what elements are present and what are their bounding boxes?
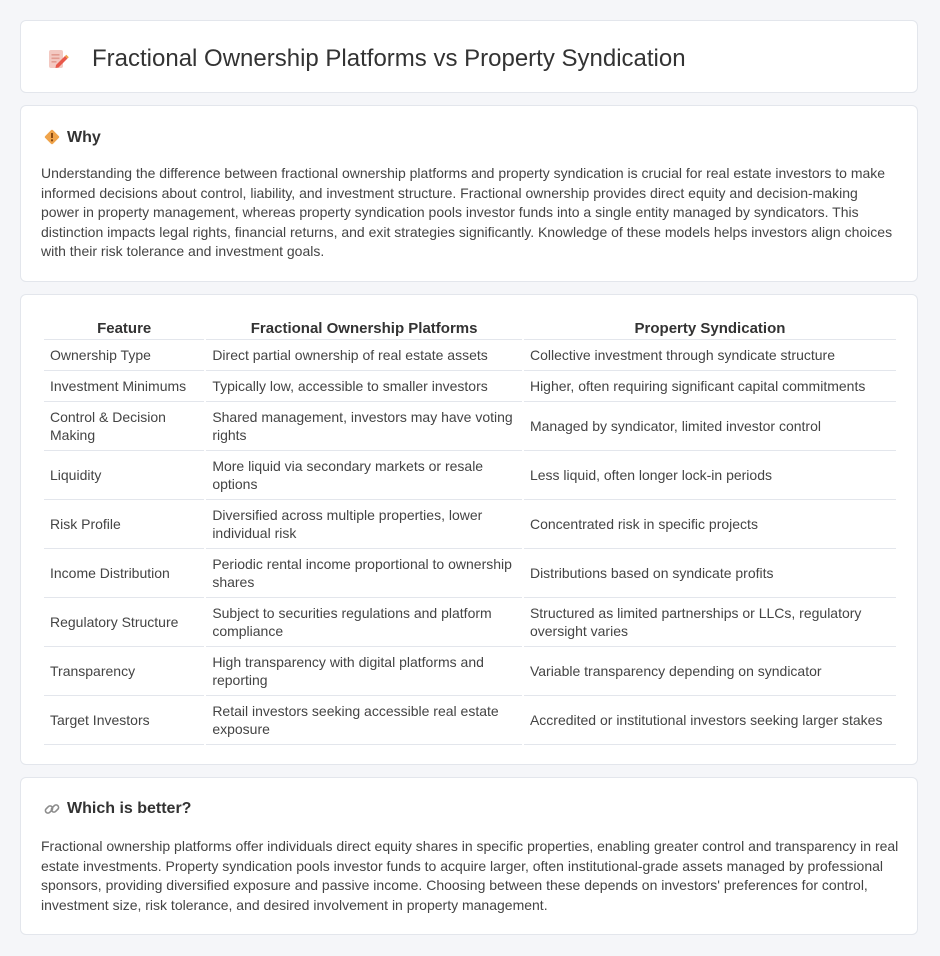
- syndication-cell: Structured as limited partnerships or LLCs, regulatory oversight varies: [524, 598, 896, 647]
- comparison-table: [42, 315, 898, 745]
- feature-cell: Risk Profile: [44, 500, 204, 549]
- feature-cell: Income Distribution: [44, 549, 204, 598]
- feature-cell: Investment Minimums: [44, 371, 204, 402]
- table-row: [44, 598, 896, 647]
- table-row: [44, 549, 896, 598]
- syndication-cell: Distributions based on syndicate profits: [524, 549, 896, 598]
- fractional-cell: Periodic rental income proportional to ownership shares: [206, 549, 522, 598]
- feature-cell: Liquidity: [44, 451, 204, 500]
- diamond-sign-icon: [43, 128, 61, 146]
- link-icon: [43, 800, 61, 818]
- table-row: [44, 371, 896, 402]
- which-is-better-heading: Which is better?: [67, 800, 192, 817]
- table-row: [44, 340, 896, 371]
- fractional-cell: Diversified across multiple properties, lower individual risk: [206, 500, 522, 549]
- why-text: Understanding the difference between fractional ownership platforms and property syndication is crucial for real estate investors to make informed decisions about control, liability, and investment structure. Fractional ownership provides direct equity and decision-making power in property management, whereas property syndication pools investor funds into a single entity managed by syndicators. This distinction impacts legal rights, financial returns, and exit strategies significantly. Knowledge of these models helps investors align choices with their risk tolerance and investment goals.: [41, 165, 893, 259]
- which-is-better-section: [20, 777, 918, 935]
- feature-cell: Transparency: [44, 647, 204, 696]
- table-row: [44, 402, 896, 451]
- fractional-cell: Retail investors seeking accessible real estate exposure: [206, 696, 522, 745]
- feature-cell: Ownership Type: [44, 340, 204, 371]
- syndication-cell: Managed by syndicator, limited investor control: [524, 402, 896, 451]
- document-pencil-icon: [47, 48, 69, 70]
- page-title: Fractional Ownership Platforms vs Property Syndication: [92, 45, 686, 72]
- table-row: [44, 451, 896, 500]
- table-row: [44, 647, 896, 696]
- why-heading: Why: [67, 129, 101, 146]
- table-row: [44, 500, 896, 549]
- syndication-cell: Accredited or institutional investors seeking larger stakes: [524, 696, 896, 745]
- fractional-cell: High transparency with digital platforms and reporting: [206, 647, 522, 696]
- syndication-cell: Variable transparency depending on syndicator: [524, 647, 896, 696]
- column-header: Fractional Ownership Platforms: [206, 315, 522, 340]
- why-section: [20, 105, 918, 282]
- syndication-cell: Higher, often requiring significant capital commitments: [524, 371, 896, 402]
- syndication-cell: Collective investment through syndicate structure: [524, 340, 896, 371]
- feature-cell: Regulatory Structure: [44, 598, 204, 647]
- comparison-section: [20, 294, 918, 765]
- feature-cell: Control & Decision Making: [44, 402, 204, 451]
- column-header: Feature: [44, 315, 204, 340]
- table-row: [44, 696, 896, 745]
- syndication-cell: Less liquid, often longer lock-in periods: [524, 451, 896, 500]
- fractional-cell: Subject to securities regulations and platform compliance: [206, 598, 522, 647]
- fractional-cell: Typically low, accessible to smaller investors: [206, 371, 522, 402]
- column-header: Property Syndication: [524, 315, 896, 340]
- fractional-cell: Direct partial ownership of real estate assets: [206, 340, 522, 371]
- fractional-cell: Shared management, investors may have voting rights: [206, 402, 522, 451]
- table-header-row: [44, 315, 896, 340]
- feature-cell: Target Investors: [44, 696, 204, 745]
- which-is-better-text: Fractional ownership platforms offer individuals direct equity shares in specific properties, enabling greater control and transparency in real estate investments. Property syndication pools investor funds to acquire larger, often institutional-grade assets managed by professional sponsors, providing diversified exposure and passive income. Choosing between these depends on investors' preferences for control, investment size, risk tolerance, and desired involvement in property management.: [41, 838, 899, 913]
- fractional-cell: More liquid via secondary markets or resale options: [206, 451, 522, 500]
- title-card: [20, 20, 918, 93]
- syndication-cell: Concentrated risk in specific projects: [524, 500, 896, 549]
